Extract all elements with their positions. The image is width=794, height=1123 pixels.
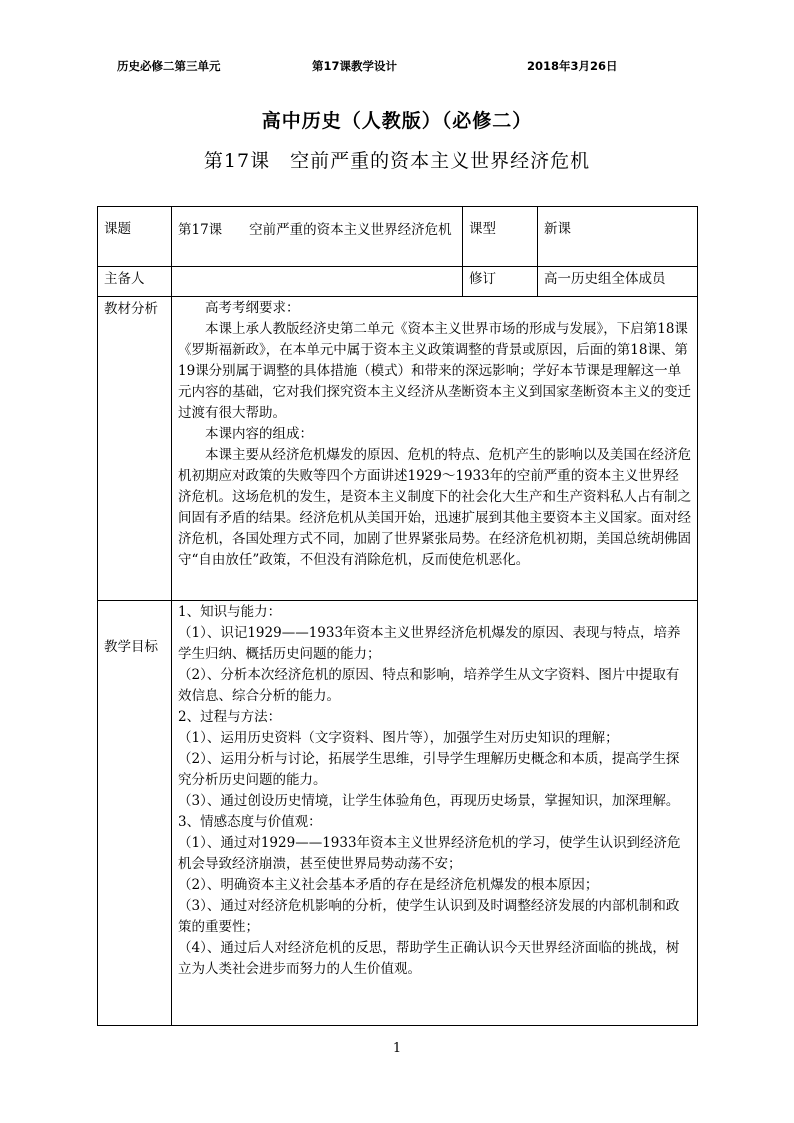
objective-line: （3）、通过创设历史情境，让学生体验角色，再现历史场景，掌握知识，加深理解。 — [178, 793, 680, 809]
objective-line: （2）、分析本次经济危机的原因、特点和影响，培养学生从文字资料、图片中提取有效信息、综合分析的能力。 — [178, 667, 680, 704]
page-header — [0, 58, 794, 78]
page-number: 1 — [392, 1041, 402, 1056]
objective-line: （1）、识记1929——1933年资本主义世界经济危机爆发的原因、表现与特点，培养学生归纳、概括历史问题的能力； — [178, 625, 681, 662]
objective-line: （3）、通过对经济危机影响的分析，使学生认识到及时调整经济发展的内部机制和政策的重要性； — [178, 898, 680, 935]
lesson-plan-table — [97, 206, 698, 1026]
topic-row — [98, 207, 698, 267]
topic-value: 第17课 空前严重的资本主义世界经济危机 — [172, 207, 463, 267]
revision-value: 高一历史组全体成员 — [538, 267, 698, 297]
objective-line: （4）、通过后人对经济危机的反思，帮助学生正确认识今天世界经济面临的挑战，树立为人类社会进步而努力的人生价值观。 — [178, 940, 680, 977]
analysis-paragraph-content: 本课主要从经济危机爆发的原因、危机的特点、危机产生的影响以及美国在经济危机初期应对政策的失败等四个方面讲述1929～1933年的空前严重的资本主义世界经济危机。这场危机的发生，是资本主义制度下的社会化大生产和生产资料私人占有制之间固有矛盾的结果。经济危机从美国开始，迅速扩展到其他主要资本主义国家。面对经济危机，各国处理方式不同，加剧了世界紧张局势。在经济危机初期，美国总统胡佛固守“自由放任”政策，不但没有消除危机，反而使危机恶化。 — [178, 447, 691, 568]
objective-line: （1）、运用历史资料（文字资料、图片等），加强学生对历史知识的理解； — [178, 730, 619, 746]
analysis-label: 教材分析 — [98, 297, 172, 601]
topic-label: 课题 — [98, 207, 172, 267]
preparer-row — [98, 267, 698, 297]
preparer-value — [172, 267, 463, 297]
objective-line: （1）、通过对1929——1933年资本主义世界经济危机的学习，使学生认识到经济危机会导致经济崩溃，甚至使世界局势动荡不安； — [178, 835, 681, 872]
objectives-row — [98, 601, 698, 1026]
type-value: 新课 — [538, 207, 698, 267]
type-label: 课型 — [463, 207, 538, 267]
analysis-heading-syllabus: 高考考纲要求： — [205, 300, 300, 316]
header-unit: 历史必修二第三单元 — [117, 59, 221, 73]
objective-line: 2、过程与方法： — [178, 709, 282, 725]
objective-line: （2）、运用分析与讨论，拓展学生思维，引导学生理解历史概念和本质，提高学生探究分析历史问题的能力。 — [178, 751, 680, 788]
objective-line: 1、知识与能力： — [178, 604, 282, 620]
preparer-label: 主备人 — [98, 267, 172, 297]
objective-line: （2）、明确资本主义社会基本矛盾的存在是经济危机爆发的根本原因； — [178, 877, 599, 893]
revision-label: 修订 — [463, 267, 538, 297]
objectives-content — [172, 601, 698, 1026]
analysis-row — [98, 297, 698, 601]
header-date: 2018年3月26日 — [527, 59, 618, 73]
objective-line: 3、情感态度与价值观： — [178, 814, 322, 830]
analysis-paragraph-context: 本课上承人教版经济史第二单元《资本主义世界市场的形成与发展》，下启第18课《罗斯福新政》，在本单元中属于资本主义政策调整的背景或原因，后面的第18课、第19课分别属于调整的具体措施（模式）和带来的深远影响；学好本节课是理解这一单元内容的基础，它对我们探究资本主义经济从垄断资本主义到国家垄断资本主义的变迁过渡有很大帮助。 — [178, 321, 691, 421]
document-title: 高中历史（人教版）（必修二） — [261, 110, 533, 132]
header-lesson: 第17课教学设计 — [312, 59, 398, 73]
document-subtitle: 第17课 空前严重的资本主义世界经济危机 — [203, 150, 591, 172]
objectives-label: 教学目标 — [98, 601, 172, 1026]
analysis-heading-content: 本课内容的组成： — [205, 426, 313, 442]
analysis-content — [172, 297, 698, 601]
